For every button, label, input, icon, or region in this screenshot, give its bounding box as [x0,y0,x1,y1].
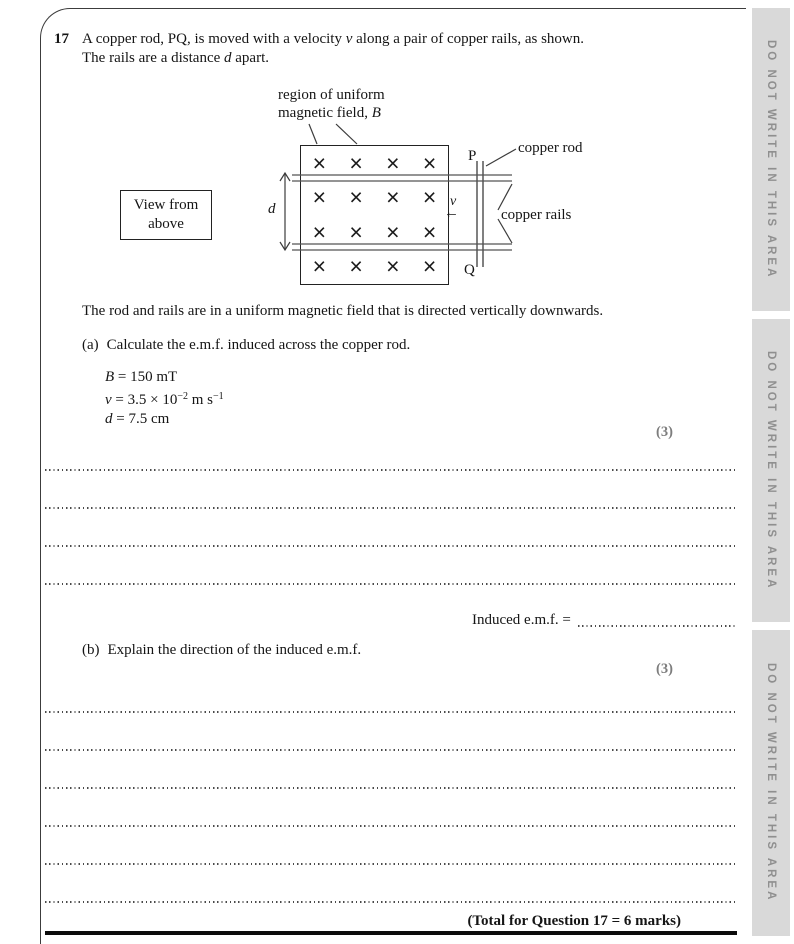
d-var: d [105,411,113,427]
answer-line [45,583,737,585]
field-cross-icon: × [349,149,363,176]
b-value: = 150 mT [114,369,178,385]
field-cross-icon: × [386,253,400,280]
field-cross-icon: × [422,184,437,211]
part-a [82,336,722,356]
view-label-line2: above [148,216,184,232]
point-q-label: Q [464,262,475,278]
velocity-var: v [345,31,353,47]
answer-line [45,749,737,751]
point-p-label: P [468,148,477,164]
induced-emf-label: Induced e.m.f. = [472,612,571,628]
field-cross-icon: × [312,218,327,245]
do-not-write-strip-2 [752,319,790,622]
part-b-label: (b) [82,642,100,658]
field-cross-icon: × [312,149,327,176]
question-end-rule [45,931,737,935]
field-cross-icon: × [349,253,363,280]
leader-copper-rod [486,149,516,166]
field-region-label-line2 [278,104,385,122]
field-cross-icon: × [386,149,400,176]
question-number: 17 [54,31,69,47]
velocity-label: v [450,194,457,209]
field-label-text: magnetic field, [278,105,372,121]
answer-line [45,787,737,789]
given-values [105,368,224,429]
answer-line [45,507,737,509]
do-not-write-text: DO NOT WRITE IN THIS AREA [765,663,777,903]
field-statement: The rod and rails are in a uniform magnetic field that is directed vertically downwards. [82,303,604,319]
field-cross-icon: × [349,218,363,245]
do-not-write-text: DO NOT WRITE IN THIS AREA [765,350,777,591]
answer-line [45,825,737,827]
field-cross-icon: × [422,253,437,280]
field-cross-icon: × [422,218,437,245]
question-total: (Total for Question 17 = 6 marks) [467,913,681,929]
d-distance-label: d [268,201,276,217]
d-value: = 7.5 cm [112,411,170,427]
v-unit: m s [187,392,213,408]
copper-rails-label: copper rails [501,207,572,223]
copper-rod-label: copper rod [518,140,583,156]
intro2-text-b: apart. [231,50,269,66]
induced-emf-answer-line [578,625,737,627]
given-v [105,387,224,410]
field-cross-icon: × [349,184,363,211]
leader-field-label-2 [336,124,357,144]
v-exponent: −2 [177,391,188,402]
answer-line [45,863,737,865]
field-cross-icon: × [312,184,327,211]
do-not-write-text: DO NOT WRITE IN THIS AREA [765,39,777,280]
question-intro-line2 [82,49,722,69]
field-cross-icon: × [422,149,437,176]
b-var: B [105,369,115,385]
field-cross-icon: × [312,253,327,280]
do-not-write-strip-1 [752,8,790,311]
question-intro-line1 [82,30,722,50]
distance-var: d [224,50,232,66]
v-value: = 3.5 × 10 [111,392,178,408]
view-from-above-box [120,190,212,240]
part-b-text: Explain the direction of the induced e.m.f. [107,642,362,658]
field-cross-icon: × [386,218,400,245]
field-region-label-line1: region of uniform [278,87,385,103]
view-label-line1: View from [133,197,199,214]
given-d [105,410,224,429]
intro2-text-a: The rails are a distance [82,50,225,66]
field-cross-icon: × [386,184,400,211]
v-unit-exponent: −1 [213,391,224,402]
velocity-arrow-icon: ← [444,205,459,221]
answer-line [45,469,737,471]
do-not-write-strip-3 [752,630,790,936]
v-var: v [105,392,112,408]
marks-part-b: (3) [656,661,673,677]
part-a-label: (a) [82,337,99,353]
answer-line [45,545,737,547]
leader-field-label-1 [309,124,317,144]
intro1-text-a: A copper rod, PQ, is moved with a velocity [82,31,346,47]
part-a-text: Calculate the e.m.f. induced across the copper rod. [106,337,411,353]
given-b [105,368,224,387]
answer-line [45,711,737,713]
marks-part-a: (3) [656,424,673,440]
field-region-label [278,86,385,122]
intro1-text-b: along a pair of copper rails, as shown. [352,31,584,47]
b-field-var: B [371,105,381,121]
answer-line [45,901,737,903]
part-b [82,641,722,661]
